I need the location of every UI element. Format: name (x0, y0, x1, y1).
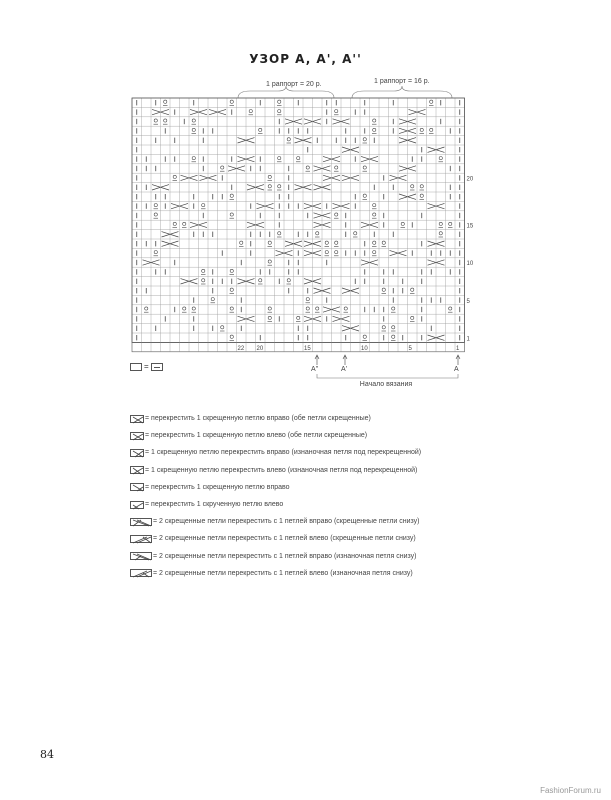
start-markers (315, 355, 460, 378)
legend-item: = 2 скрещенные петли перекрестить с 1 петлей влево (скрещенные петли снизу) (130, 530, 421, 547)
stitch-number: 1 (456, 345, 460, 352)
empty-cell-swatch (130, 363, 142, 371)
cross-right-purl-symbol-icon (130, 449, 144, 457)
chart-mark (154, 119, 157, 122)
twist-left-symbol-icon (130, 501, 144, 509)
stitch-number: 15 (304, 345, 311, 352)
cross-left-symbol-icon (130, 432, 144, 440)
chart-mark (401, 222, 404, 225)
legend-item: = 2 скрещенные петли перекрестить с 1 петлей влево (изнаночная петля снизу) (130, 565, 421, 582)
marker-a-prime: A' (341, 366, 348, 373)
row-number: 10 (466, 261, 474, 268)
marker-a: A (454, 366, 459, 373)
chart-mark (259, 128, 262, 131)
chart-mark (230, 194, 233, 197)
chart-mark (335, 241, 338, 244)
chart-mark (278, 110, 281, 113)
chart-mark (392, 326, 395, 329)
chart-mark (278, 157, 281, 160)
chart-mark (173, 175, 176, 178)
pattern-title: УЗОР A, A', A'' (249, 52, 362, 66)
chart-mark (173, 222, 176, 225)
chart-mark (145, 307, 148, 310)
row-number: 1 (466, 336, 470, 343)
chart-mark (268, 185, 271, 188)
knit-stitch-swatch (151, 363, 163, 371)
chart-mark (449, 307, 452, 310)
legend-item: = перекрестить 1 скрещенную петлю влево (обе петли скрещенные) (130, 427, 421, 444)
chart-mark (183, 222, 186, 225)
chart-mark (373, 241, 376, 244)
legend-item: = 2 скрещенные петли перекрестить с 1 петлей вправо (изнаночная петля снизу) (130, 548, 421, 565)
chart-mark (154, 213, 157, 216)
chart-mark (335, 213, 338, 216)
chart-mark (335, 251, 338, 254)
chart-mark (316, 232, 319, 235)
start-knitting-label: Начало вязания (359, 381, 413, 388)
chart-mark (382, 326, 385, 329)
chart-mark (439, 157, 442, 160)
chart-mark (373, 204, 376, 207)
chart-mark (439, 232, 442, 235)
chart-mark (154, 204, 157, 207)
chart-mark (192, 119, 195, 122)
chart-mark (430, 128, 433, 131)
legend-item: = перекрестить 1 скрещенную петлю вправо (обе петли скрещенные) (130, 410, 421, 427)
legend-item: = перекрестить 1 скрученную петлю влево (130, 496, 421, 513)
chart-mark (382, 288, 385, 291)
chart-mark (278, 185, 281, 188)
chart-mark (373, 213, 376, 216)
chart-mark (278, 100, 281, 103)
chart-mark (259, 279, 262, 282)
row-number: 20 (466, 176, 474, 183)
chart-mark (202, 204, 205, 207)
empty-cell-legend (130, 362, 163, 371)
chart-mark (230, 100, 233, 103)
chart-mark (230, 213, 233, 216)
chart-mark (268, 316, 271, 319)
chart-mark (316, 307, 319, 310)
chart-mark (221, 166, 224, 169)
two-over-one-left-symbol-icon (130, 535, 152, 543)
two-over-one-right-symbol-icon (130, 518, 152, 526)
chart-mark (335, 110, 338, 113)
chart-mark (363, 138, 366, 141)
chart-mark (287, 279, 290, 282)
chart-mark (363, 335, 366, 338)
chart-mark (382, 241, 385, 244)
chart-mark (306, 166, 309, 169)
chart-mark (211, 298, 214, 301)
legend-item: = 1 скрещенную петлю перекрестить влево (изнаночная петля под перекрещенной) (130, 462, 421, 479)
legend-item: = 1 скрещенную петлю перекрестить вправо (изнаночная петля под перекрещенной) (130, 444, 421, 461)
chart-mark (192, 157, 195, 160)
chart-mark (411, 316, 414, 319)
chart-mark (268, 241, 271, 244)
chart-mark (363, 166, 366, 169)
rapport-left-bracket (238, 86, 334, 98)
chart-mark (373, 119, 376, 122)
cross-right-symbol-icon (130, 415, 144, 423)
two-over-one-right-purl-symbol-icon (130, 552, 152, 560)
chart-mark (268, 175, 271, 178)
chart-mark (164, 119, 167, 122)
chart-mark (439, 222, 442, 225)
chart-mark (202, 279, 205, 282)
rapport-right-label: 1 раппорт = 16 р. (374, 78, 430, 85)
chart-mark (392, 307, 395, 310)
row-number: 5 (466, 298, 470, 305)
chart-mark (183, 307, 186, 310)
chart-mark (154, 251, 157, 254)
stitch-number: 10 (361, 345, 368, 352)
chart-mark (221, 326, 224, 329)
watermark: FashionForum.ru (540, 786, 601, 795)
chart-mark (420, 128, 423, 131)
chart-mark (230, 335, 233, 338)
chart-mark (278, 232, 281, 235)
chart-mark (449, 222, 452, 225)
cross-left-purl-symbol-icon (130, 466, 144, 474)
chart-mark (325, 251, 328, 254)
legend-item: = 2 скрещенные петли перекрестить с 1 петлей вправо (скрещенные петли снизу) (130, 513, 421, 530)
stitch-number: 20 (256, 345, 264, 352)
equals-sign: = (144, 362, 149, 371)
chart-mark (354, 232, 357, 235)
marker-a-double-prime: A'' (311, 366, 319, 373)
chart-mark (249, 110, 252, 113)
stitch-number: 22 (237, 345, 245, 352)
chart-mark (344, 307, 347, 310)
chart-mark (411, 185, 414, 188)
stitch-number: 5 (408, 345, 412, 352)
chart-mark (192, 307, 195, 310)
chart-mark (363, 194, 366, 197)
chart-mark (325, 241, 328, 244)
chart-mark (164, 100, 167, 103)
chart-mark (411, 288, 414, 291)
chart-mark (306, 307, 309, 310)
chart-grid (132, 98, 465, 352)
symbol-legend (130, 410, 421, 582)
chart-mark (287, 138, 290, 141)
chart-mark (297, 157, 300, 160)
row-number: 15 (466, 223, 474, 230)
chart-mark (240, 241, 243, 244)
twist-right-symbol-icon (130, 483, 144, 491)
row-number-labels (467, 177, 474, 343)
chart-mark (192, 128, 195, 131)
legend-item: = перекрестить 1 скрещенную петлю вправо (130, 479, 421, 496)
start-bracket (317, 374, 458, 378)
chart-mark (230, 307, 233, 310)
chart-mark (306, 298, 309, 301)
rapport-right-bracket (352, 86, 452, 98)
chart-mark (335, 166, 338, 169)
chart-mark (373, 128, 376, 131)
page-number: 84 (40, 748, 54, 761)
chart-mark (202, 269, 205, 272)
chart-mark (420, 194, 423, 197)
chart-mark (430, 100, 433, 103)
chart-mark (268, 307, 271, 310)
chart-mark (230, 269, 233, 272)
two-over-one-left-purl-symbol-icon (130, 569, 152, 577)
chart-mark (297, 316, 300, 319)
chart-mark (230, 288, 233, 291)
chart-mark (373, 251, 376, 254)
chart-mark (392, 335, 395, 338)
chart-mark (268, 260, 271, 263)
chart-mark (420, 185, 423, 188)
rapport-left-label: 1 раппорт = 20 р. (266, 81, 322, 88)
